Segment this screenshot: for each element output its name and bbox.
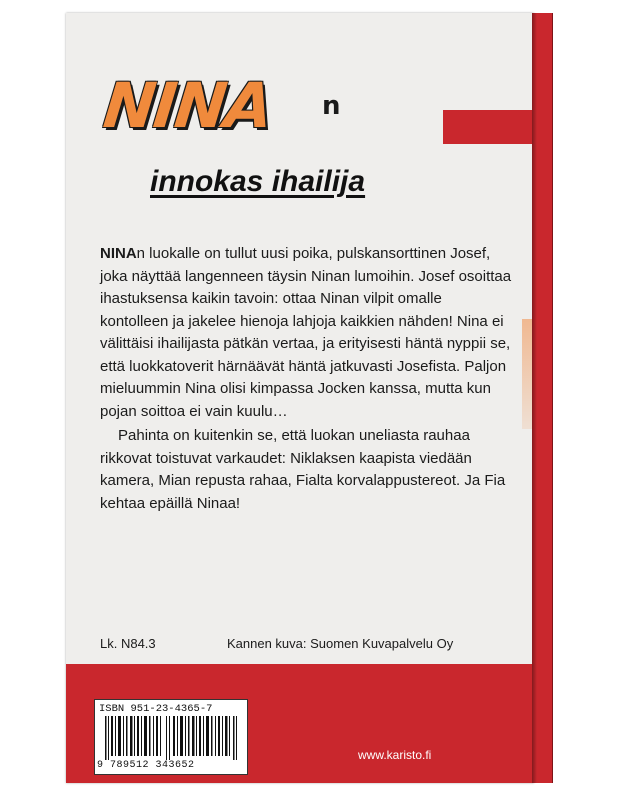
- book-subtitle: innokas ihailija: [150, 165, 366, 198]
- publisher-website: www.karisto.fi: [358, 748, 432, 762]
- blurb-paragraph-2: Pahinta on kuitenkin se, että luokan uneliasta rauhaa rikkovat toistuvat varkaudet: Niklaksen kaapista viedään kamera, Mian repusta rahaa, Fialta korvalappustereot. Ja Fia kehtaa epäillä Ninaa!: [100, 427, 506, 512]
- ean-digits: 9 789512 343652: [97, 760, 195, 771]
- logo-word: NINA: [100, 69, 275, 142]
- barcode-graphic: [99, 716, 243, 760]
- blurb-p1-text: n luokalle on tullut uusi poika, pulskansorttinen Josef, joka näyttää langenneen täysin Ninan lumoihin. Josef osoittaa ihastuksensa kaikin tavoin: ottaa Ninan vilpit omalle kontolleen ja jakelee hienoja lahjoja kaikkien nähden! Nina ei välittäisi ihailijasta pätkän vertaa, ja erityisesti häntä nyppii se, että luokkatoverit härnäävät häntä jatkuvasti Josefista. Paljon mieluummin Nina olisi kimpassa Jocken kanssa, mutta kun pojan soittoa ei vain kuulu…: [100, 245, 512, 420]
- library-classification: Lk. N84.3: [100, 636, 156, 651]
- book-back-cover: [66, 13, 552, 783]
- blurb-bold-name: NINA: [100, 245, 137, 262]
- spine-shadow: [532, 13, 537, 783]
- logo-suffix: n: [322, 91, 341, 121]
- isbn-text: ISBN 951-23-4365-7: [99, 703, 213, 715]
- cover-photo-credit: Kannen kuva: Suomen Kuvapalvelu Oy: [227, 636, 454, 651]
- cover-panel: [66, 13, 534, 783]
- blurb-paragraph-1: [100, 243, 514, 423]
- red-accent-tab: [443, 110, 534, 144]
- barcode-label: [94, 699, 248, 775]
- blurb-text: [100, 243, 514, 515]
